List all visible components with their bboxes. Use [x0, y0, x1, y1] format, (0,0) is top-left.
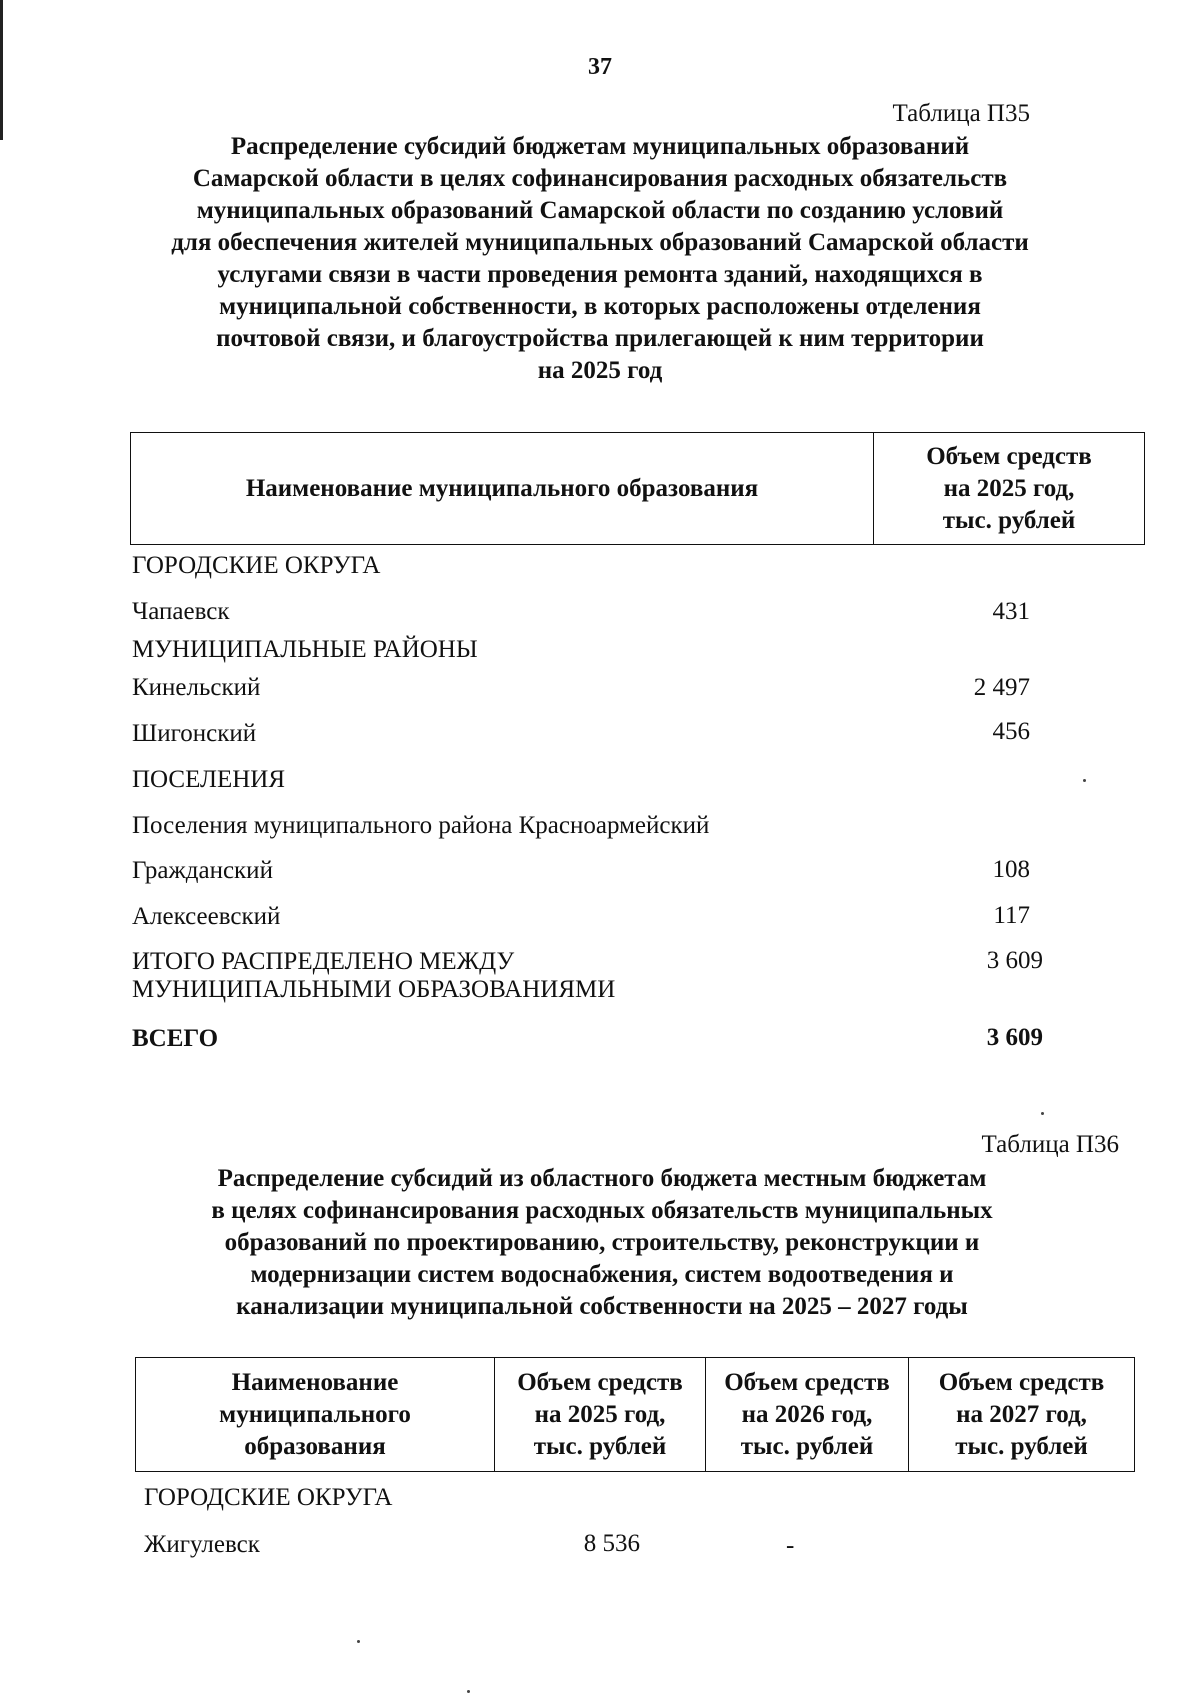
- header-2027-column: [909, 1358, 1135, 1472]
- table-p35-title: [120, 131, 1080, 387]
- title-line: Распределение субсидий бюджетам муниципальных образований: [230, 133, 970, 160]
- header-line: муниципального: [219, 1400, 411, 1428]
- header-2026-column: [706, 1358, 909, 1472]
- table-p35-label: Таблица П35: [892, 100, 1030, 127]
- title-line: канализации муниципальной собственности на 2025 – 2027 годы: [236, 1293, 968, 1320]
- scan-speck: [357, 1640, 360, 1643]
- header-line: Объем средств: [724, 1368, 890, 1396]
- scan-speck: [1083, 779, 1086, 782]
- header-line: тыс. рублей: [740, 1432, 874, 1460]
- header-2025-column: [495, 1358, 706, 1472]
- table-p36-header: [135, 1357, 1135, 1472]
- scan-speck: [1041, 1112, 1044, 1115]
- title-line: муниципальных образований Самарской области по созданию условий: [196, 197, 1004, 224]
- header-line: на 2025 год,: [534, 1400, 666, 1428]
- header-line: Объем средств: [517, 1368, 683, 1396]
- title-line: образований по проектированию, строительству, реконструкции и: [224, 1229, 980, 1256]
- total-distributed-value: 3 609: [986, 947, 1043, 974]
- row-label: Алексеевский: [132, 903, 281, 930]
- title-line: для обеспечения жителей муниципальных образований Самарской области: [171, 229, 1029, 256]
- scan-speck: [467, 1690, 470, 1693]
- row-value: 2 497: [973, 674, 1030, 701]
- section-label: ПОСЕЛЕНИЯ: [132, 766, 286, 793]
- title-line: Самарской области в целях софинансирования расходных обязательств: [192, 165, 1008, 192]
- title-line: Распределение субсидий из областного бюджета местным бюджетам: [217, 1165, 987, 1192]
- title-line: в целях софинансирования расходных обязательств муниципальных: [211, 1197, 993, 1224]
- page-number: 37: [588, 54, 612, 80]
- header-amount-column: [874, 433, 1145, 545]
- label-line: МУНИЦИПАЛЬНЫМИ ОБРАЗОВАНИЯМИ: [132, 976, 616, 1003]
- section-label: МУНИЦИПАЛЬНЫЕ РАЙОНЫ: [132, 636, 478, 663]
- header-line: тыс. рублей: [942, 506, 1076, 534]
- header-line: на 2026 год,: [741, 1400, 873, 1428]
- row-value: 108: [992, 856, 1030, 883]
- table-p36-title: [122, 1163, 1082, 1323]
- row-label: Жигулевск: [144, 1531, 260, 1558]
- title-line: модернизации систем водоснабжения, систем водоотведения и: [250, 1261, 954, 1288]
- header-name-column: Наименование муниципального образования: [131, 433, 874, 545]
- row-label: Шигонский: [132, 720, 257, 747]
- grand-total-value: 3 609: [986, 1024, 1043, 1051]
- title-line: услугами связи в части проведения ремонта зданий, находящихся в: [217, 261, 983, 288]
- row-label: Поселения муниципального района Красноармейский: [132, 812, 710, 839]
- row-value: 456: [992, 718, 1030, 745]
- section-label: ГОРОДСКИЕ ОКРУГА: [144, 1484, 393, 1511]
- label-line: ИТОГО РАСПРЕДЕЛЕНО МЕЖДУ: [132, 948, 515, 975]
- header-line: тыс. рублей: [955, 1432, 1088, 1460]
- header-line: на 2027 год,: [956, 1400, 1087, 1428]
- header-line: Наименование: [231, 1368, 399, 1396]
- total-distributed-label: [132, 948, 615, 1004]
- grand-total-label: ВСЕГО: [132, 1025, 219, 1052]
- header-line: образования: [244, 1432, 386, 1460]
- header-line: Объем средств: [938, 1368, 1105, 1396]
- header-name-column: [136, 1358, 495, 1472]
- header-line: на 2025 год,: [943, 474, 1075, 502]
- header-line: тыс. рублей: [533, 1432, 667, 1460]
- table-p36-label: Таблица П36: [981, 1131, 1119, 1158]
- row-label: Чапаевск: [132, 598, 230, 625]
- section-label: ГОРОДСКИЕ ОКРУГА: [132, 552, 381, 579]
- row-value: 117: [993, 902, 1030, 929]
- row-value-2025: 8 536: [583, 1530, 640, 1557]
- row-value: 431: [992, 598, 1030, 625]
- row-label: Гражданский: [132, 857, 273, 884]
- row-label: Кинельский: [132, 674, 261, 701]
- title-line: муниципальной собственности, в которых расположены отделения: [219, 293, 981, 320]
- table-p35-header: [130, 432, 1145, 545]
- title-line: на 2025 год: [537, 357, 663, 384]
- row-value-2026: -: [786, 1532, 795, 1559]
- header-line: Объем средств: [926, 442, 1092, 470]
- title-line: почтовой связи, и благоустройства прилегающей к ним территории: [216, 325, 984, 352]
